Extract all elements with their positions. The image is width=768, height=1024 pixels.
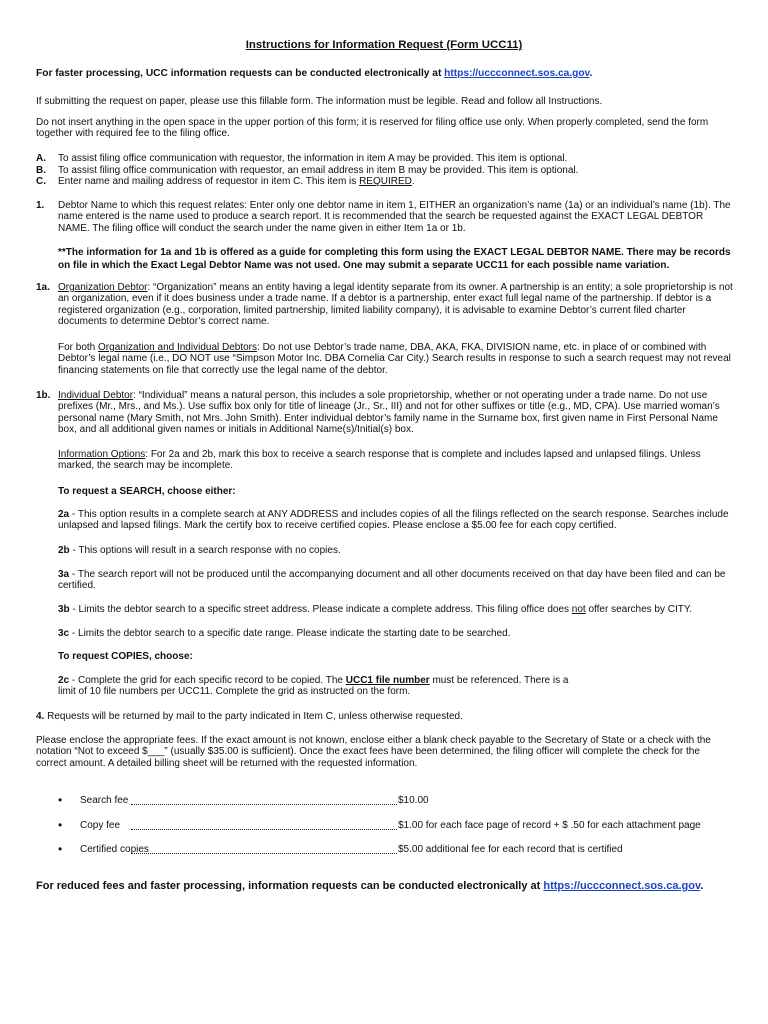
dot-leader (131, 852, 397, 854)
section-1a-text: Organization Debtor: “Organization” means an entity having a legal identity separate from its owner. A partnership is an entity; a sole proprietorship is not an organization, even if it does business under a trade name. If a debtor is a partnership, enter exact full legal name of the partnership. If debtor is a registered organization (e.g., corporation, limited partnership, limited liability company), it is advisable to examine Debtor’s current filed charter documents to determine Debtor’s correct name. (58, 282, 733, 328)
page-title: Instructions for Information Request (Form UCC11) (245, 39, 523, 51)
option-2c: 2c - Complete the grid for each specific record to be copied. The UCC1 file number must be referenced. There is a limit of 10 file numbers per UCC11. Complete the grid as instructed on the form. (58, 675, 569, 698)
search-fee-label: Search fee (80, 795, 129, 806)
fees-paragraph: Please enclose the appropriate fees. If the exact amount is not known, enclose either a blank check payable to the Secretary of State or a check with the notation “Not to exceed $___” (usually $35.00 is sufficient). Once the exact fees have been determined, the filing officer will complete the check for the correct amount. A detailed billing sheet will be returned with the requested information. (36, 735, 711, 769)
search-heading: To request a SEARCH, choose either: (58, 486, 236, 497)
option-2b: 2b - This options will result in a search response with no copies. (58, 545, 341, 556)
section-1b-text: Individual Debtor: “Individual” means a natural person, this includes a sole proprietorship, whether or not operating under a trade name. Do not use prefixes (Mr., Mrs., and Ms.). Use suffix box only for title of lineage (Jr., Sr., III) and not for other suffixes or title (e.g., MD, CPA). Use married woman’s personal name (Mary Smith, not Mrs. John Smith). Enter individual debtor’s family name in the Surname box, first given name in First Personal Name box, and all additional given names or initials in Additional Name(s)/Initial(s) box. (58, 390, 720, 436)
option-3a: 3a - The search report will not be produced until the accompanying document and all other documents received on that day have been filed and can be certified. (58, 569, 726, 592)
section-4: 4. Requests will be returned by mail to the party indicated in Item C, unless otherwise requested. (36, 711, 463, 722)
item-c-text: Enter name and mailing address of requestor in item C. This item is REQUIRED. (58, 176, 415, 187)
copies-heading: To request COPIES, choose: (58, 651, 193, 662)
paper-instructions: If submitting the request on paper, please use this fillable form. The information must be legible. Read and follow all Instructions. (36, 96, 603, 107)
insert-instructions: Do not insert anything in the open space in the upper portion of this form; it is reserved for filing office use only. When properly completed, send the form together with required fee to the filing office. (36, 117, 709, 140)
faster-processing-note: For faster processing, UCC information requests can be conducted electronically at https://uccconnect.sos.ca.gov. (36, 68, 593, 79)
certified-copies-value: $5.00 additional fee for each record that is certified (398, 844, 623, 855)
option-3b: 3b - Limits the debtor search to a specific street address. Please indicate a complete address. This filing office does not offer searches by CITY. (58, 604, 693, 615)
dot-leader (131, 803, 397, 805)
copy-fee-label: Copy fee (80, 820, 121, 831)
section-1b-label: 1b. (36, 390, 51, 401)
option-3c: 3c - Limits the debtor search to a specific date range. Please indicate the starting date to be searched. (58, 628, 511, 639)
search-fee-value: $10.00 (398, 795, 429, 806)
certified-copies-label: Certified copies (80, 844, 149, 855)
information-options: Information Options: For 2a and 2b, mark this box to receive a search response that is complete and includes lapsed and unlapsed filings. Unless marked, the search may be incomplete. (58, 449, 701, 472)
section-1a-label: 1a. (36, 282, 50, 293)
list-bullet: • (58, 818, 63, 832)
copy-fee-value: $1.00 for each face page of record + $ .50 for each attachment page (398, 820, 701, 831)
uccconnect-link-bottom[interactable]: https://uccconnect.sos.ca.gov (543, 880, 701, 892)
item-a-label: A. (36, 153, 46, 164)
section-1-label: 1. (36, 200, 45, 211)
list-bullet: • (58, 842, 63, 856)
option-2a: 2a - This option results in a complete search at ANY ADDRESS and includes copies of all the filings reflected on the search response. Searches include unlapsed and lapsed filings. Mark the certify box to receive certified copies. Please enclose a $5.00 fee for each copy certified. (58, 509, 729, 532)
section-1a-both-text: For both Organization and Individual Debtors: Do not use Debtor’s trade name, DBA, AKA, FKA, DIVISION name, etc. in place of or combined with Debtor’s legal name (i.e., DO NOT use “Simpson Motor Inc. DBA Cornelia Car City.) Search results in response to such a search request may not reveal financing statements on file that correctly use the legal name of the debtor. (58, 342, 731, 376)
item-c-label: C. (36, 176, 46, 187)
list-bullet: • (58, 793, 63, 807)
reduced-fees-note: For reduced fees and faster processing, information requests can be conducted electronically at https://uccconnect.sos.ca.gov. (36, 880, 704, 892)
item-b-label: B. (36, 165, 46, 176)
item-a-text: To assist filing office communication with requestor, the information in item A may be provided. This item is optional. (58, 153, 568, 164)
dot-leader (131, 828, 397, 830)
section-1-text: Debtor Name to which this request relates: Enter only one debtor name in item 1, EITHER an organization’s name (1a) or an individual’s name (1b). The name entered is the name used to produce a search report. It is recommended that the search be requested against the EXACT LEGAL DEBTOR NAME. The filing office will conduct the search under the name given in either Item 1a or 1b. (58, 200, 731, 234)
uccconnect-link[interactable]: https://uccconnect.sos.ca.gov (444, 68, 590, 79)
item-b-text: To assist filing office communication with requestor, an email address in item B may be provided. This item is optional. (58, 165, 579, 176)
section-1-note: **The information for 1a and 1b is offered as a guide for completing this form using the EXACT LEGAL DEBTOR NAME. There may be records on file in which the Exact Legal Debtor Name was not used. One may submit a separate UCC11 for each possible name variation. (58, 247, 731, 271)
